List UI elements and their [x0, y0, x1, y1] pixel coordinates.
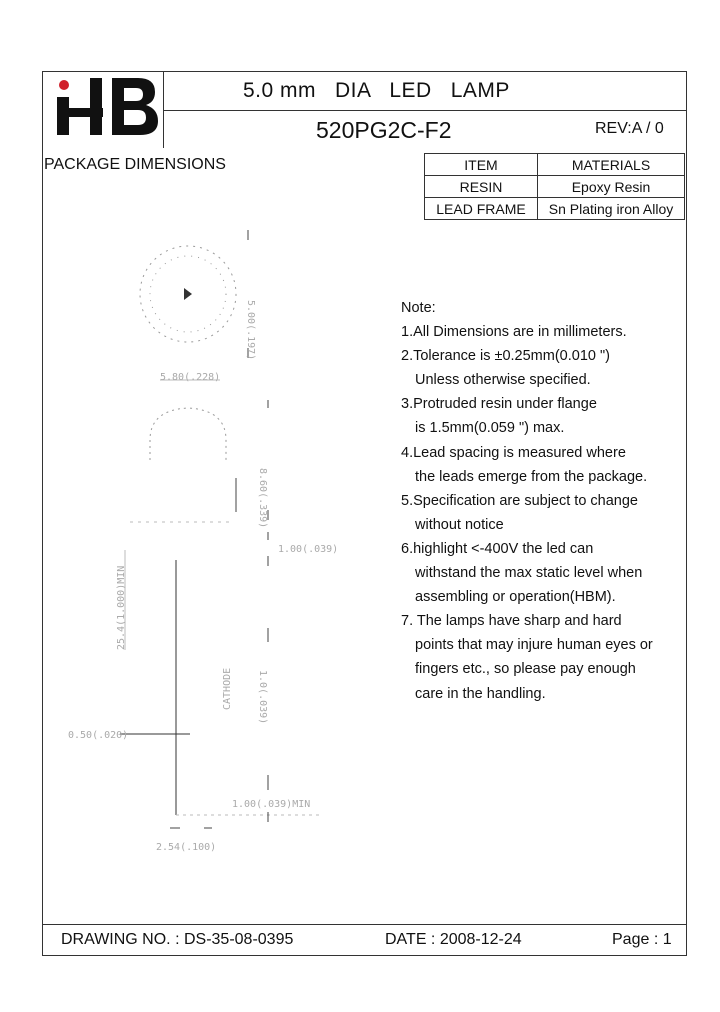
note-line: the leads emerge from the package.: [415, 468, 648, 485]
table-row: [425, 176, 685, 198]
note-line: 1.All Dimensions are in millimeters.: [401, 324, 627, 341]
note-line: 6.highlight <-400V the led can: [401, 540, 594, 557]
dim-flange: 1.00(.039): [278, 544, 339, 555]
page-number: Page : 1: [612, 931, 672, 948]
note-line: withstand the max static level when: [415, 565, 643, 582]
dim-body-dia: 5.00(.197): [245, 300, 256, 361]
part-number: 520PG2C-F2: [316, 117, 452, 143]
dim-top-dia: 5.80(.228): [160, 372, 221, 383]
led-outline-drawing: [68, 230, 360, 860]
section-title: PACKAGE DIMENSIONS: [44, 156, 226, 173]
note-line: 7. The lamps have sharp and hard: [401, 613, 622, 630]
title-divider: [163, 110, 687, 111]
table-header-item: ITEM: [425, 154, 538, 176]
drawing-number: DRAWING NO. : DS-35-08-0395: [61, 931, 294, 948]
product-title: 5.0 mm DIA LED LAMP: [243, 79, 510, 102]
note-line: care in the handling.: [415, 685, 546, 702]
footer-divider: [42, 924, 687, 925]
table-header-row: [425, 154, 685, 176]
materials-table: [424, 153, 685, 220]
note-line: points that may injure human eyes or: [415, 637, 653, 654]
revision-label: REV:A / 0: [595, 120, 664, 137]
note-line: Unless otherwise specified.: [415, 372, 591, 389]
table-row: [425, 198, 685, 220]
dim-side: CATHODE: [222, 667, 233, 710]
table-cell-material: Sn Plating iron Alloy: [538, 198, 685, 220]
note-line: without notice: [415, 516, 504, 533]
note-line: 5.Specification are subject to change: [401, 492, 638, 509]
cathode-arrow-icon: [184, 288, 192, 300]
table-header-material: MATERIALS: [538, 154, 685, 176]
dim-spacing: 2.54(.100): [156, 842, 217, 853]
company-logo: [52, 76, 160, 138]
note-line: 4.Lead spacing is measured where: [401, 444, 626, 461]
note-line: is 1.5mm(0.059 ") max.: [415, 420, 565, 437]
dim-lead-width: 0.50(.020): [68, 730, 129, 741]
logo-red-dot: [59, 80, 69, 90]
dim-body-height: 8.60(.339): [257, 468, 268, 529]
note-line: 2.Tolerance is ±0.25mm(0.010 "): [401, 348, 610, 365]
table-cell-item: LEAD FRAME: [425, 198, 538, 220]
table-cell-item: RESIN: [425, 176, 538, 198]
lamp-body-outline: [150, 408, 226, 460]
dim-flat: 1.00(.039)MIN: [232, 799, 311, 810]
dim-lead-label: 1.0(.039): [257, 670, 268, 725]
note-line: fingers etc., so please pay enough: [415, 661, 636, 678]
notes-block: [401, 296, 691, 706]
drawing-date: DATE : 2008-12-24: [385, 931, 522, 948]
table-cell-material: Epoxy Resin: [538, 176, 685, 198]
note-line: assembling or operation(HBM).: [415, 589, 616, 606]
note-line: 3.Protruded resin under flange: [401, 396, 597, 413]
dim-lead-length: 25.4(1.000)MIN: [116, 565, 127, 650]
note-line: Note:: [401, 300, 436, 316]
